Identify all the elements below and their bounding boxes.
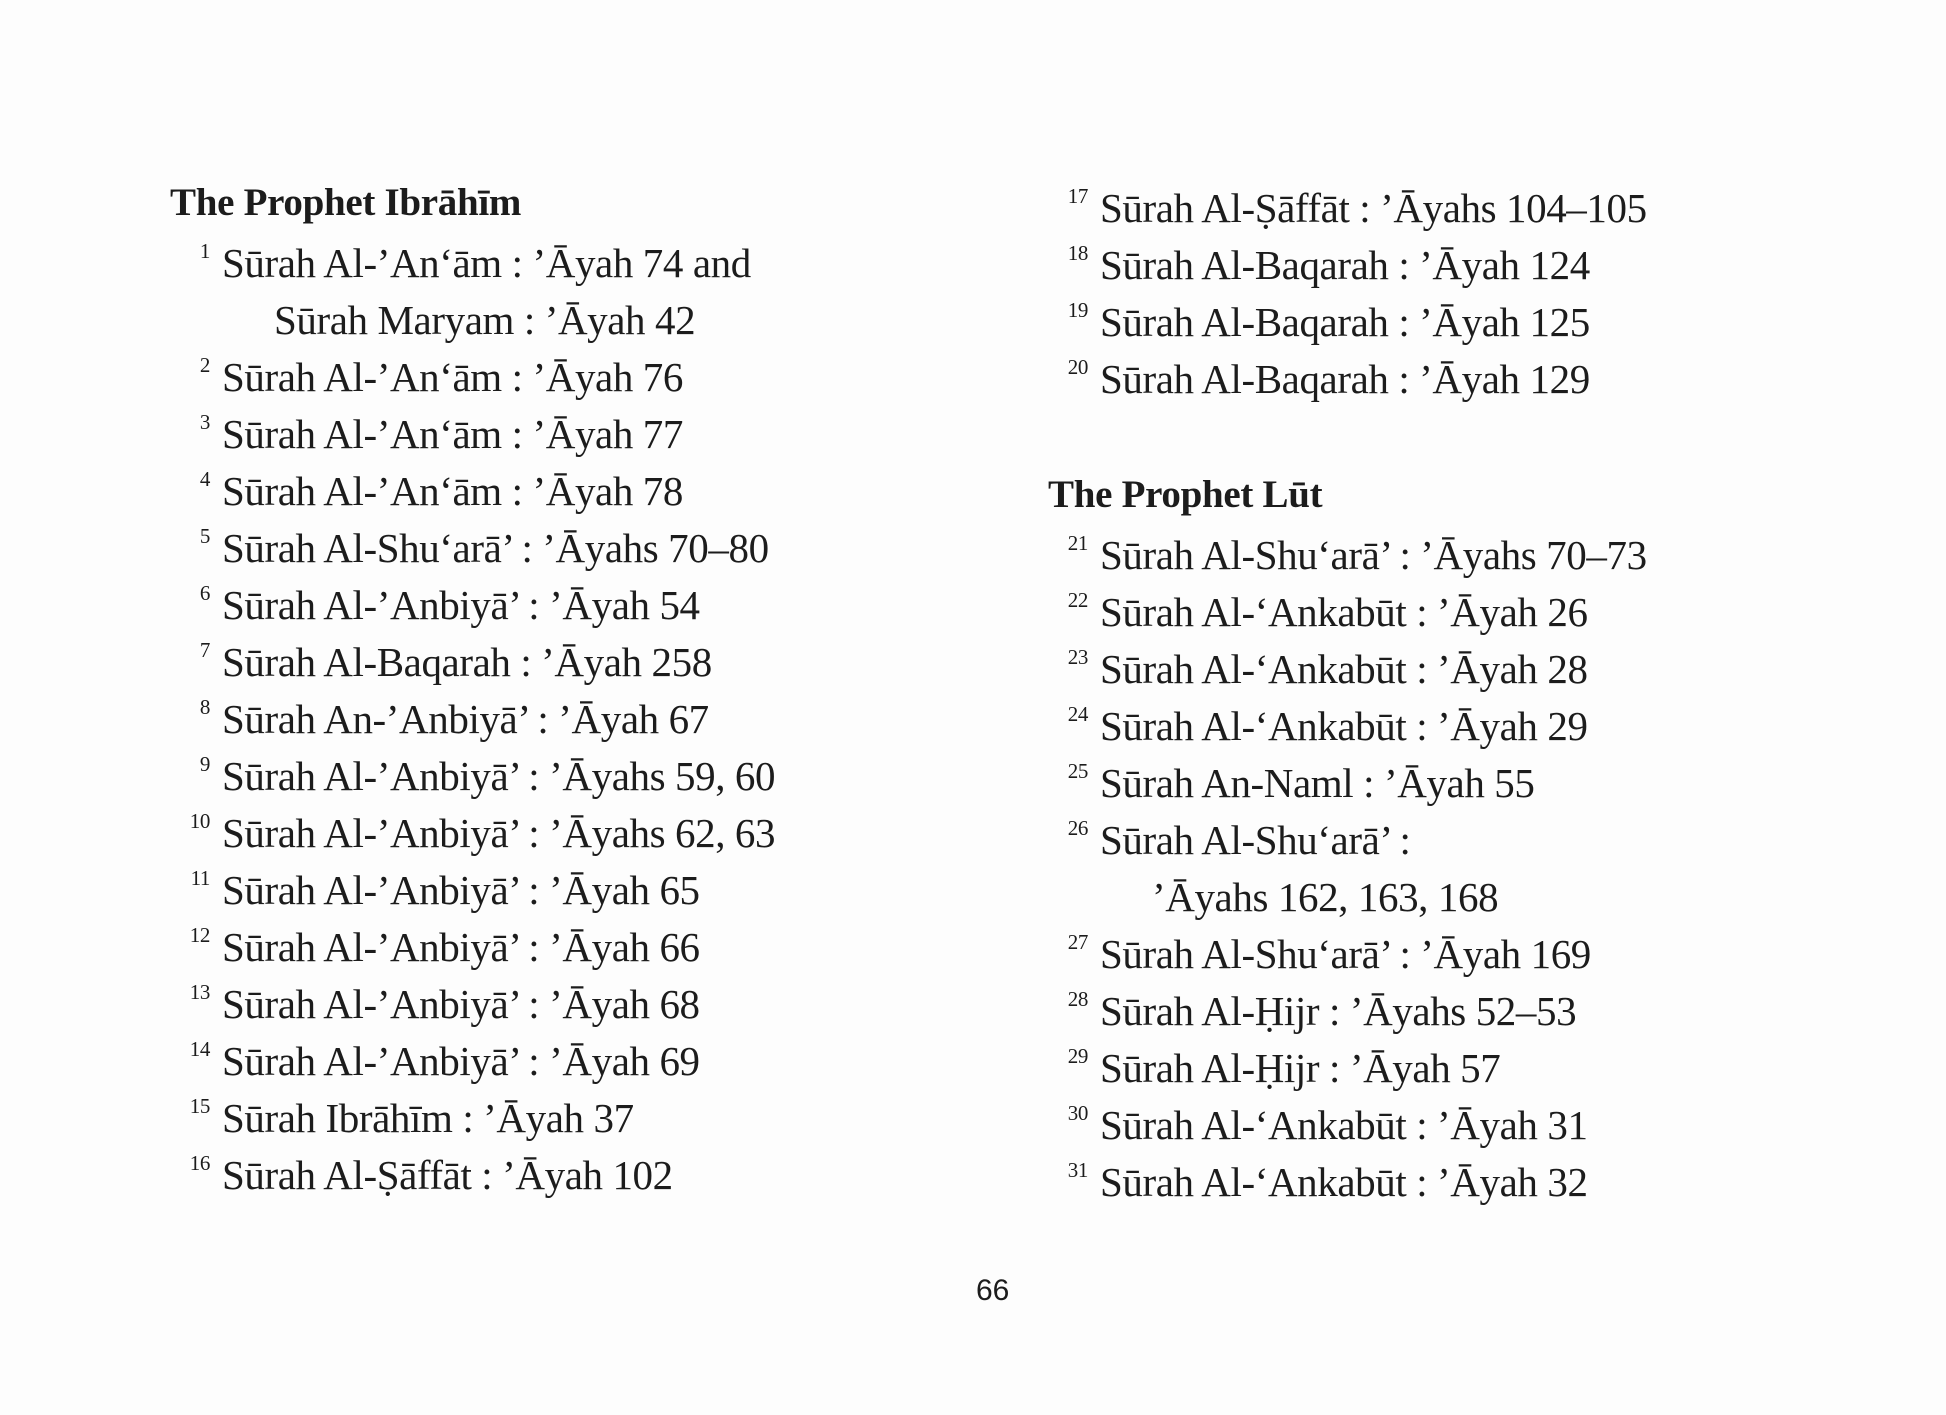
reference-text: Sūrah Al-Shu‘arā’ : ’Āyahs 70–73 [1100, 532, 1647, 578]
reference-text: Sūrah Al-Baqarah : ’Āyah 124 [1100, 242, 1590, 288]
reference-text: Sūrah Al-’Anbiyā’ : ’Āyah 54 [222, 582, 700, 628]
reference-text: Sūrah An-Naml : ’Āyah 55 [1100, 760, 1535, 806]
footnote-number: 9 [199, 752, 210, 776]
reference-text: Sūrah Al-‘Ankabūt : ’Āyah 32 [1100, 1159, 1588, 1205]
footnote-number: 5 [199, 524, 210, 548]
page-number: 66 [976, 1274, 1010, 1307]
reference-text: Sūrah Al-Ḥijr : ’Āyah 57 [1100, 1045, 1501, 1091]
footnote-number: 25 [1067, 759, 1088, 783]
reference-text: Sūrah Al-’Anbiyā’ : ’Āyahs 59, 60 [222, 753, 776, 799]
reference-text: Sūrah Al-Baqarah : ’Āyah 125 [1100, 299, 1590, 345]
footnote-number: 16 [189, 1151, 210, 1175]
reference-text: Sūrah Al-’An‘ām : ’Āyah 74 and [222, 240, 751, 286]
footnote-number: 18 [1067, 241, 1088, 265]
footnote-number: 6 [199, 581, 210, 605]
footnote-number: 17 [1067, 184, 1088, 208]
reference-text: Sūrah Al-Shu‘arā’ : [1100, 817, 1411, 863]
footnote-number: 10 [189, 809, 210, 833]
reference-text: Sūrah Al-Ṣāffāt : ’Āyahs 104–105 [1100, 185, 1647, 231]
footnote-number: 4 [199, 467, 210, 491]
reference-text: Sūrah Al-’Anbiyā’ : ’Āyah 66 [222, 924, 700, 970]
reference-text: Sūrah Al-‘Ankabūt : ’Āyah 31 [1100, 1102, 1588, 1148]
footnote-number: 21 [1067, 531, 1088, 555]
footnote-number: 27 [1067, 930, 1088, 954]
reference-text: Sūrah Al-Baqarah : ’Āyah 129 [1100, 356, 1590, 402]
footnote-number: 7 [199, 638, 210, 662]
reference-text: Sūrah Al-‘Ankabūt : ’Āyah 26 [1100, 589, 1588, 635]
reference-text: ’Āyahs 162, 163, 168 [1152, 874, 1499, 920]
reference-text: Sūrah Al-’Anbiyā’ : ’Āyahs 62, 63 [222, 810, 776, 856]
reference-text: Sūrah Al-‘Ankabūt : ’Āyah 28 [1100, 646, 1588, 692]
reference-text: Sūrah Al-Shu‘arā’ : ’Āyah 169 [1100, 931, 1591, 977]
reference-text: Sūrah Ibrāhīm : ’Āyah 37 [222, 1095, 634, 1141]
footnote-number: 28 [1067, 987, 1088, 1011]
footnote-number: 23 [1067, 645, 1088, 669]
reference-text: Sūrah Al-’An‘ām : ’Āyah 78 [222, 468, 684, 514]
reference-text: Sūrah Al-’An‘ām : ’Āyah 77 [222, 411, 684, 457]
reference-text: Sūrah Al-Baqarah : ’Āyah 258 [222, 639, 712, 685]
footnote-number: 30 [1067, 1101, 1088, 1125]
footnote-number: 22 [1067, 588, 1088, 612]
reference-text: Sūrah Al-Ṣāffāt : ’Āyah 102 [222, 1152, 673, 1198]
footnote-number: 20 [1067, 355, 1088, 379]
footnote-number: 1 [199, 239, 210, 263]
footnote-number: 2 [199, 353, 210, 377]
footnote-number: 29 [1067, 1044, 1088, 1068]
footnote-number: 24 [1067, 702, 1088, 726]
reference-text: Sūrah Al-’An‘ām : ’Āyah 76 [222, 354, 684, 400]
footnote-number: 3 [199, 410, 210, 434]
footnote-number: 31 [1067, 1158, 1088, 1182]
footnote-number: 13 [189, 980, 210, 1004]
section-heading-ibrahim: The Prophet Ibrāhīm [170, 181, 522, 224]
footnote-number: 12 [189, 923, 210, 947]
reference-text: Sūrah An-’Anbiyā’ : ’Āyah 67 [222, 696, 709, 742]
reference-text: Sūrah Al-’Anbiyā’ : ’Āyah 69 [222, 1038, 700, 1084]
footnote-number: 19 [1067, 298, 1088, 322]
footnote-number: 8 [199, 695, 210, 719]
reference-text: Sūrah Al-’Anbiyā’ : ’Āyah 68 [222, 981, 700, 1027]
reference-text: Sūrah Al-Shu‘arā’ : ’Āyahs 70–80 [222, 525, 769, 571]
footnote-number: 26 [1067, 816, 1088, 840]
reference-text: Sūrah Al-Ḥijr : ’Āyahs 52–53 [1100, 988, 1577, 1034]
reference-text: Sūrah Al-’Anbiyā’ : ’Āyah 65 [222, 867, 700, 913]
footnote-number: 15 [189, 1094, 210, 1118]
reference-text: Sūrah Maryam : ’Āyah 42 [274, 297, 696, 343]
footnote-number: 14 [189, 1037, 210, 1061]
section-heading-lut: The Prophet Lūt [1048, 473, 1323, 516]
reference-text: Sūrah Al-‘Ankabūt : ’Āyah 29 [1100, 703, 1588, 749]
footnote-number: 11 [190, 866, 210, 890]
